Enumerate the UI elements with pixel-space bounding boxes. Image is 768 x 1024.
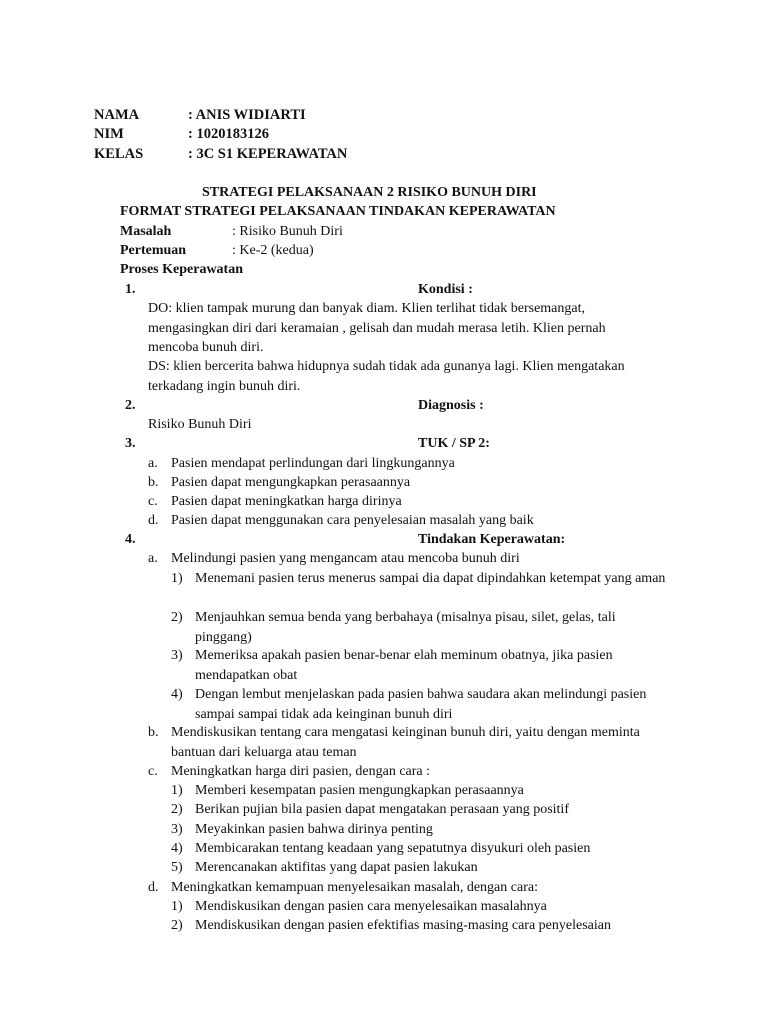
tindakan-b-text: Mendiskusikan tentang cara mengatasi keinginan bunuh diri, yaitu dengan meminta bantuan dari keluarga atau teman [171, 725, 640, 760]
tindakan-a-sub-3-text: Memeriksa apakah pasien benar-benar elah meminum obatnya, jika pasien mendapatkan obat [195, 648, 613, 683]
tindakan-a-letter: a. [148, 551, 158, 566]
tindakan-d-sub-1-num: 1) [171, 899, 183, 914]
tindakan-b-letter: b. [148, 725, 159, 740]
tindakan-c-sub-1-text: Memberi kesempatan pasien mengungkapkan perasaannya [195, 783, 524, 798]
tindakan-a-text: Melindungi pasien yang mengancam atau mencoba bunuh diri [171, 551, 520, 566]
tindakan-a-sub-3-num: 3) [171, 648, 183, 663]
tindakan-a-sub-4-text: Dengan lembut menjelaskan pada pasien bahwa saudara akan melindungi pasien sampai sampai tidak ada keinginan bunuh diri [195, 687, 647, 722]
tindakan-d-letter: d. [148, 880, 159, 895]
tuk-item-c-letter: c. [148, 494, 158, 509]
tindakan-c-text: Meningkatkan harga diri pasien, dengan cara : [171, 764, 431, 779]
tindakan-c-sub-1-num: 1) [171, 783, 183, 798]
kelas-value: : 3C S1 KEPERAWATAN [188, 146, 348, 162]
tindakan-a-sub-1-num: 1) [171, 571, 183, 586]
tindakan-d-sub-2-num: 2) [171, 918, 183, 933]
section-1-number: 1. [125, 282, 136, 297]
section-2-number: 2. [125, 398, 136, 413]
nama-label: NAMA [94, 107, 140, 123]
pertemuan-label: Pertemuan [120, 243, 187, 258]
kondisi-do-text: DO: klien tampak murung dan banyak diam. Klien terlihat tidak bersemangat, mengasingkan diri dari keramaian , gelisah dan mudah merasa letih. Klien pernah mencoba bunuh diri. [148, 301, 606, 355]
tuk-item-b-letter: b. [148, 475, 159, 490]
tindakan-c-sub-5-num: 5) [171, 860, 183, 875]
masalah-value: : Risiko Bunuh Diri [232, 224, 343, 239]
document-subtitle: FORMAT STRATEGI PELAKSANAAN TINDAKAN KEPERAWATAN [120, 204, 556, 219]
section-3-heading: TUK / SP 2: [418, 436, 490, 451]
section-4-number: 4. [125, 532, 136, 547]
tindakan-c-sub-4-text: Membicarakan tentang keadaan yang sepatutnya disyukuri oleh pasien [195, 841, 591, 856]
tindakan-a-sub-2-num: 2) [171, 610, 183, 625]
tuk-item-c-text: Pasien dapat meningkatkan harga dirinya [171, 494, 402, 509]
tuk-item-d-text: Pasien dapat menggunakan cara penyelesaian masalah yang baik [171, 513, 534, 528]
tindakan-d-text: Meningkatkan kemampuan menyelesaikan masalah, dengan cara: [171, 880, 538, 895]
document-title: STRATEGI PELAKSANAAN 2 RISIKO BUNUH DIRI [202, 185, 537, 200]
tindakan-a-sub-4-num: 4) [171, 687, 183, 702]
tuk-item-a-letter: a. [148, 456, 158, 471]
section-4-heading: Tindakan Keperawatan: [418, 532, 566, 547]
kelas-label: KELAS [94, 146, 144, 162]
tindakan-c-sub-5-text: Merencanakan aktifitas yang dapat pasien lakukan [195, 860, 478, 875]
tindakan-a-sub-2-text: Menjauhkan semua benda yang berbahaya (misalnya pisau, silet, gelas, tali pinggang) [195, 610, 616, 645]
tuk-item-a-text: Pasien mendapat perlindungan dari lingkungannya [171, 456, 455, 471]
tindakan-a-sub-1-text: Menemani pasien terus menerus sampai dia dapat dipindahkan ketempat yang aman [195, 571, 666, 586]
tindakan-c-sub-2-text: Berikan pujian bila pasien dapat mengatakan perasaan yang positif [195, 802, 569, 817]
tindakan-d-sub-2-text: Mendiskusikan dengan pasien efektifias masing-masing cara penyelesaian [195, 918, 611, 933]
tindakan-c-sub-3-text: Meyakinkan pasien bahwa dirinya penting [195, 822, 433, 837]
diagnosis-text: Risiko Bunuh Diri [148, 417, 252, 432]
tindakan-c-sub-2-num: 2) [171, 802, 183, 817]
tuk-item-b-text: Pasien dapat mengungkapkan perasaannya [171, 475, 411, 490]
nim-label: NIM [94, 126, 124, 142]
tindakan-d-sub-1-text: Mendiskusikan dengan pasien cara menyelesaikan masalahnya [195, 899, 547, 914]
tindakan-c-letter: c. [148, 764, 158, 779]
kondisi-ds-text: DS: klien bercerita bahwa hidupnya sudah tidak ada gunanya lagi. Klien mengatakan terkadang ingin bunuh diri. [148, 359, 625, 394]
masalah-label: Masalah [120, 224, 172, 239]
pertemuan-value: : Ke-2 (kedua) [232, 243, 314, 258]
section-1-heading: Kondisi : [418, 282, 473, 297]
tindakan-c-sub-3-num: 3) [171, 822, 183, 837]
nama-value: : ANIS WIDIARTI [188, 107, 306, 123]
section-3-number: 3. [125, 436, 136, 451]
nim-value: : 1020183126 [188, 126, 269, 142]
tuk-item-d-letter: d. [148, 513, 159, 528]
section-2-heading: Diagnosis : [418, 398, 484, 413]
proses-label: Proses Keperawatan [120, 262, 243, 277]
tindakan-c-sub-4-num: 4) [171, 841, 183, 856]
